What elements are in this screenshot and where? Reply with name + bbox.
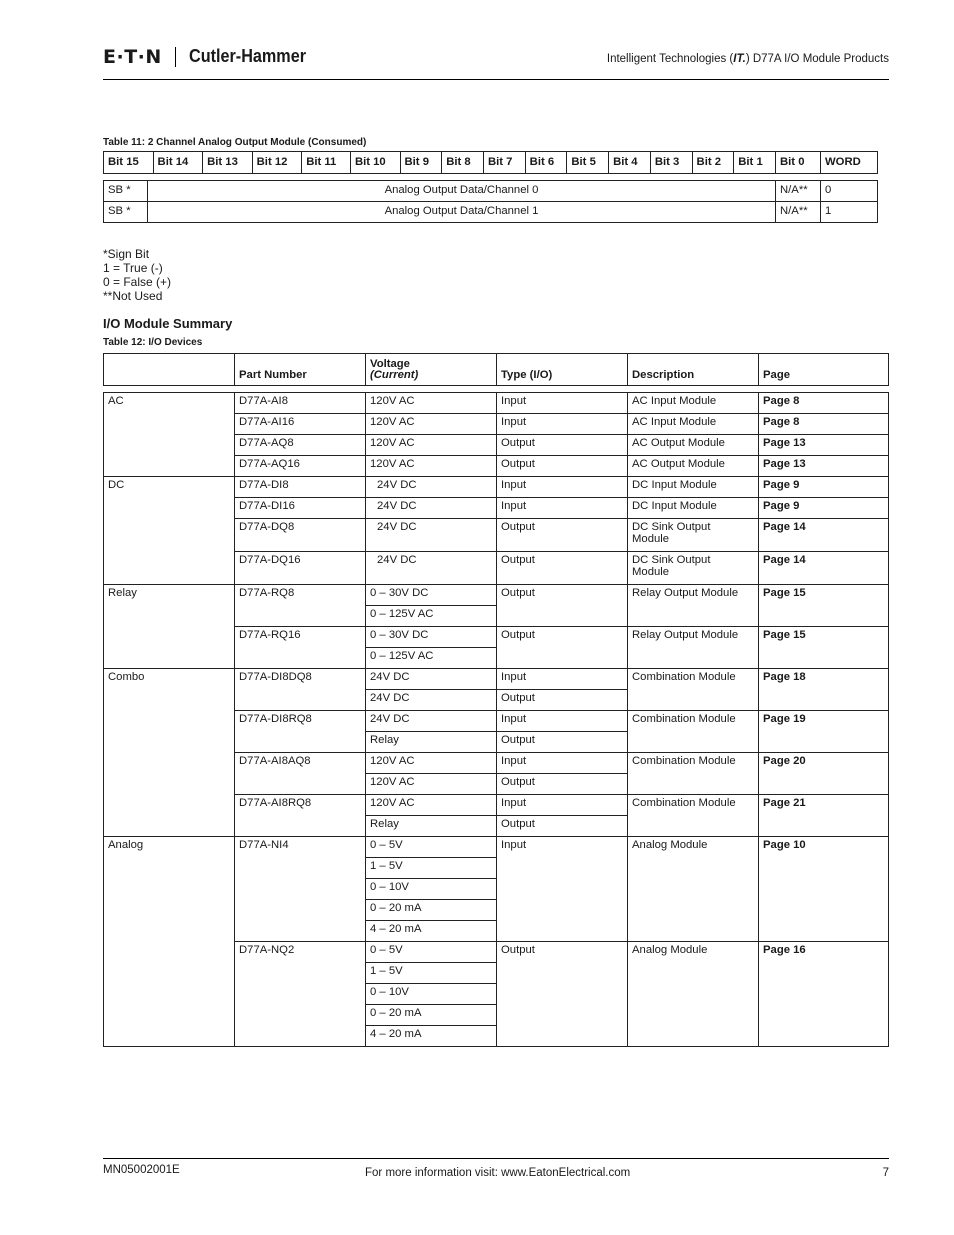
table-header-cell: Bit 1 (734, 152, 776, 174)
description: AC Output Module (628, 456, 759, 477)
part-number: D77A-DI8 (235, 477, 366, 498)
table-header-cell: Type (I/O) (497, 354, 628, 386)
part-number: D77A-DI8DQ8 (235, 669, 366, 711)
voltage: 1 – 5V (366, 858, 497, 879)
description: AC Input Module (628, 393, 759, 414)
brand-name: Cutler-Hammer (189, 46, 307, 66)
table-header-cell: Bit 11 (302, 152, 351, 174)
voltage: 0 – 20 mA (366, 1005, 497, 1026)
footnote: 1 = True (-) (103, 261, 163, 275)
description: Combination Module (628, 669, 759, 711)
table-cell: SB * (104, 181, 148, 202)
io-type: Input (497, 753, 628, 774)
voltage: 0 – 30V DC (366, 627, 497, 648)
table-header-cell: Bit 2 (692, 152, 734, 174)
voltage: 4 – 20 mA (366, 921, 497, 942)
group-label: DC (104, 477, 235, 585)
voltage: 120V AC (366, 774, 497, 795)
table12-body (103, 392, 889, 1047)
voltage: 120V AC (366, 753, 497, 774)
page-ref: Page 18 (759, 669, 889, 711)
io-type: Output (497, 519, 628, 552)
page-ref: Page 15 (759, 627, 889, 669)
table-cell: N/A** (776, 181, 821, 202)
footnote: **Not Used (103, 289, 163, 303)
io-type: Output (497, 585, 628, 627)
voltage: 24V DC (366, 519, 497, 552)
part-number: D77A-AQ8 (235, 435, 366, 456)
table-header-cell: Bit 3 (650, 152, 692, 174)
table-header-cell: Part Number (235, 354, 366, 386)
voltage: Relay (366, 816, 497, 837)
description: AC Input Module (628, 414, 759, 435)
description: DC Sink Output Module (628, 519, 759, 552)
io-type: Input (497, 393, 628, 414)
table-cell: 0 (821, 181, 878, 202)
io-type: Output (497, 942, 628, 1047)
table-row (104, 393, 889, 414)
table12-header (103, 353, 889, 386)
table-header-cell: Bit 12 (252, 152, 302, 174)
table-header-cell: Bit 0 (776, 152, 821, 174)
description: AC Output Module (628, 435, 759, 456)
voltage: 0 – 20 mA (366, 900, 497, 921)
voltage: 24V DC (366, 498, 497, 519)
voltage: 120V AC (366, 435, 497, 456)
eaton-logo: E·T·N (103, 46, 162, 68)
table-header-cell: Bit 4 (609, 152, 651, 174)
table-row (104, 669, 889, 690)
table-header-cell: Bit 10 (350, 152, 400, 174)
logo-divider (175, 47, 176, 67)
part-number: D77A-NI4 (235, 837, 366, 942)
table-header-cell: Bit 9 (400, 152, 442, 174)
table-cell: 1 (821, 202, 878, 223)
description: DC Input Module (628, 477, 759, 498)
table-header-cell: Bit 6 (525, 152, 567, 174)
voltage: 0 – 125V AC (366, 648, 497, 669)
description: Relay Output Module (628, 585, 759, 627)
group-label: Combo (104, 669, 235, 837)
voltage: 24V DC (366, 477, 497, 498)
page-ref: Page 9 (759, 477, 889, 498)
part-number: D77A-AI16 (235, 414, 366, 435)
part-number: D77A-RQ8 (235, 585, 366, 627)
description: Combination Module (628, 795, 759, 837)
page-ref: Page 14 (759, 519, 889, 552)
io-type: Output (497, 552, 628, 585)
io-type: Input (497, 669, 628, 690)
voltage: 0 – 10V (366, 879, 497, 900)
table-row (104, 181, 878, 202)
table11-caption: Table 11: 2 Channel Analog Output Module (Consumed) (103, 137, 367, 148)
footer-info: For more information visit: www.EatonElectrical.com (365, 1167, 631, 1179)
page-ref: Page 8 (759, 414, 889, 435)
table-header-cell: Bit 7 (483, 152, 525, 174)
voltage: Relay (366, 732, 497, 753)
table-cell: N/A** (776, 202, 821, 223)
part-number: D77A-DI16 (235, 498, 366, 519)
io-type: Output (497, 690, 628, 711)
voltage: 1 – 5V (366, 963, 497, 984)
io-type: Output (497, 435, 628, 456)
group-label: Analog (104, 837, 235, 1047)
voltage: 120V AC (366, 393, 497, 414)
section-title: I/O Module Summary (103, 316, 233, 331)
io-type: Input (497, 711, 628, 732)
table-header-cell: Bit 5 (567, 152, 609, 174)
io-type: Input (497, 795, 628, 816)
voltage: 0 – 125V AC (366, 606, 497, 627)
voltage: 0 – 10V (366, 984, 497, 1005)
io-type: Output (497, 456, 628, 477)
table-header-cell: Page (759, 354, 889, 386)
group-label: Relay (104, 585, 235, 669)
description: DC Sink Output Module (628, 552, 759, 585)
part-number: D77A-AI8RQ8 (235, 795, 366, 837)
table-header-cell: Bit 8 (442, 152, 484, 174)
part-number: D77A-NQ2 (235, 942, 366, 1047)
voltage: 24V DC (366, 669, 497, 690)
voltage: 0 – 30V DC (366, 585, 497, 606)
page-ref: Page 10 (759, 837, 889, 942)
description: DC Input Module (628, 498, 759, 519)
table-header-cell: Bit 14 (153, 152, 203, 174)
table-header-cell: Description (628, 354, 759, 386)
voltage: 0 – 5V (366, 837, 497, 858)
voltage: 24V DC (366, 711, 497, 732)
table-cell: SB * (104, 202, 148, 223)
part-number: D77A-AI8AQ8 (235, 753, 366, 795)
io-type: Input (497, 414, 628, 435)
part-number: D77A-DQ8 (235, 519, 366, 552)
page-footer (103, 1158, 889, 1188)
io-type: Output (497, 732, 628, 753)
table-row (104, 202, 878, 223)
page-ref: Page 13 (759, 456, 889, 477)
group-label: AC (104, 393, 235, 477)
table-header-cell: Bit 13 (203, 152, 253, 174)
io-type: Output (497, 774, 628, 795)
page-ref: Page 9 (759, 498, 889, 519)
table-header-cell: Bit 15 (104, 152, 154, 174)
voltage: 24V DC (366, 552, 497, 585)
page-ref: Page 8 (759, 393, 889, 414)
table11-header (103, 151, 878, 174)
io-type: Output (497, 627, 628, 669)
table12-caption: Table 12: I/O Devices (103, 337, 203, 348)
doc-number: MN05002001E (103, 1164, 180, 1176)
description: Combination Module (628, 753, 759, 795)
table11-body (103, 180, 878, 223)
description: Relay Output Module (628, 627, 759, 669)
table-header-cell: Voltage (Current) (366, 354, 497, 386)
table-row (104, 585, 889, 606)
part-number: D77A-RQ16 (235, 627, 366, 669)
table-header-cell: WORD (821, 152, 878, 174)
page-ref: Page 14 (759, 552, 889, 585)
footnote: 0 = False (+) (103, 275, 172, 289)
page-header (103, 44, 889, 80)
part-number: D77A-DI8RQ8 (235, 711, 366, 753)
voltage: 0 – 5V (366, 942, 497, 963)
table-header-cell (104, 354, 235, 386)
table-cell: Analog Output Data/Channel 1 (148, 202, 776, 223)
page-number: 7 (882, 1167, 889, 1179)
description: Analog Module (628, 837, 759, 942)
page-ref: Page 13 (759, 435, 889, 456)
description: Analog Module (628, 942, 759, 1047)
footnote: *Sign Bit (103, 247, 150, 261)
part-number: D77A-DQ16 (235, 552, 366, 585)
table-row (104, 837, 889, 858)
io-type: Input (497, 837, 628, 942)
page-ref: Page 21 (759, 795, 889, 837)
part-number: D77A-AQ16 (235, 456, 366, 477)
voltage: 120V AC (366, 414, 497, 435)
page-ref: Page 15 (759, 585, 889, 627)
voltage: 4 – 20 mA (366, 1026, 497, 1047)
io-type: Input (497, 498, 628, 519)
footnotes (103, 247, 171, 303)
voltage: 120V AC (366, 795, 497, 816)
table-cell: Analog Output Data/Channel 0 (148, 181, 776, 202)
page-ref: Page 19 (759, 711, 889, 753)
io-type: Output (497, 816, 628, 837)
part-number: D77A-AI8 (235, 393, 366, 414)
voltage: 120V AC (366, 456, 497, 477)
io-type: Input (497, 477, 628, 498)
page-ref: Page 20 (759, 753, 889, 795)
table-row (104, 477, 889, 498)
voltage: 24V DC (366, 690, 497, 711)
page-ref: Page 16 (759, 942, 889, 1047)
description: Combination Module (628, 711, 759, 753)
header-title: Intelligent Technologies (IT.) D77A I/O Module Products (606, 53, 889, 65)
